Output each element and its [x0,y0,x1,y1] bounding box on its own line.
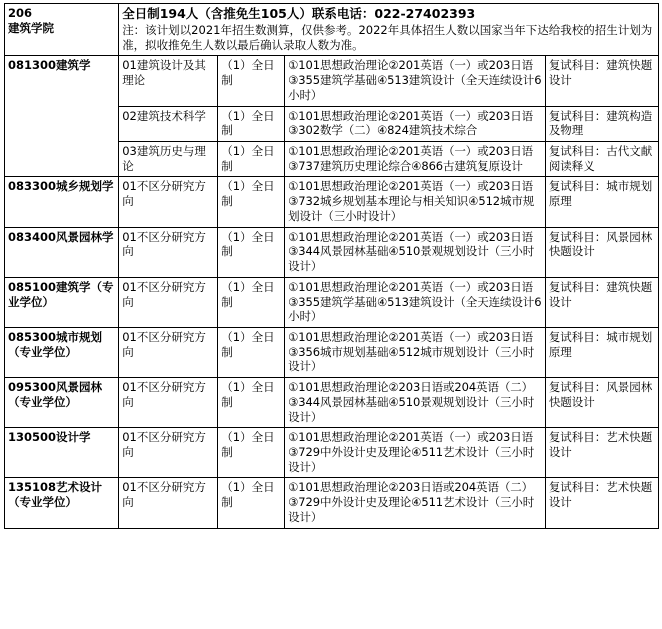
exam-cell: ①101思想政治理论②201英语（一）或203日语③355建筑学基础④513建筑设计（全天连续设计6小时） [285,277,546,327]
exam-cell: ①101思想政治理论②201英语（一）或203日语③355建筑学基础④513建筑设计（全天连续设计6小时） [285,56,546,106]
table-row [5,227,659,277]
direction-cell: 01不区分研究方向 [119,227,218,277]
table-row [5,56,659,106]
exam-cell: ①101思想政治理论②203日语或204英语（二）③344风景园林基础④510景观规划设计（三小时设计） [285,378,546,428]
exam-cell: ①101思想政治理论②201英语（一）或203日语③729中外设计史及理论④511艺术设计（三小时设计） [285,428,546,478]
mode-cell: （1）全日制 [218,142,285,177]
direction-cell: 01不区分研究方向 [119,378,218,428]
major-cell: 095300风景园林（专业学位） [5,378,119,428]
exam-cell: ①101思想政治理论②201英语（一）或203日语③302数学（二）④824建筑技术综合 [285,106,546,141]
plan-title: 全日制194人（含推免生105人）联系电话：022-27402393 [122,6,476,21]
plan-note: 注：该计划以2021年招生数测算，仅供参考。2022年具体招生人数以国家当年下达给我校的招生计划为准，拟收推免生人数以最后确认录取人数为准。 [122,23,653,52]
department-code: 206 [8,6,33,20]
exam-cell: ①101思想政治理论②201英语（一）或203日语③737建筑历史理论综合④866古建筑复原设计 [285,142,546,177]
table-row [5,428,659,478]
major-cell: 085300城市规划（专业学位） [5,327,119,377]
mode-cell: （1）全日制 [218,56,285,106]
major-cell: 130500设计学 [5,428,119,478]
direction-cell: 02建筑技术科学 [119,106,218,141]
retest-cell: 复试科目：艺术快题设计 [545,478,658,528]
mode-cell: （1）全日制 [218,106,285,141]
exam-cell: ①101思想政治理论②203日语或204英语（二）③729中外设计史及理论④511艺术设计（三小时设计） [285,478,546,528]
mode-cell: （1）全日制 [218,378,285,428]
mode-cell: （1）全日制 [218,177,285,227]
direction-cell: 01不区分研究方向 [119,277,218,327]
table-row [5,378,659,428]
document-page [0,3,662,629]
exam-cell: ①101思想政治理论②201英语（一）或203日语③356城市规划基础④512城市规划设计（三小时设计） [285,327,546,377]
table-header-row [5,4,659,56]
direction-cell: 01不区分研究方向 [119,428,218,478]
retest-cell: 复试科目：古代文献阅读释义 [545,142,658,177]
direction-cell: 01不区分研究方向 [119,177,218,227]
direction-cell: 03建筑历史与理论 [119,142,218,177]
mode-cell: （1）全日制 [218,428,285,478]
table-row [5,327,659,377]
department-name: 建筑学院 [8,20,54,35]
exam-cell: ①101思想政治理论②201英语（一）或203日语③732城乡规划基本理论与相关知识④512城市规划设计（三小时设计） [285,177,546,227]
table-row [5,277,659,327]
mode-cell: （1）全日制 [218,327,285,377]
mode-cell: （1）全日制 [218,227,285,277]
major-cell: 083300城乡规划学 [5,177,119,227]
retest-cell: 复试科目：建筑快题设计 [545,277,658,327]
retest-cell: 复试科目：建筑快题设计 [545,56,658,106]
table-row [5,177,659,227]
major-cell: 083400风景园林学 [5,227,119,277]
admissions-table [4,3,659,529]
direction-cell: 01建筑设计及其理论 [119,56,218,106]
retest-cell: 复试科目：风景园林快题设计 [545,378,658,428]
retest-cell: 复试科目：城市规划原理 [545,177,658,227]
major-cell: 085100建筑学（专业学位） [5,277,119,327]
table-row [5,478,659,528]
mode-cell: （1）全日制 [218,478,285,528]
direction-cell: 01不区分研究方向 [119,327,218,377]
plan-note-cell [119,4,659,56]
department-cell [5,4,119,56]
retest-cell: 复试科目：艺术快题设计 [545,428,658,478]
retest-cell: 复试科目：风景园林快题设计 [545,227,658,277]
retest-cell: 复试科目：建筑构造及物理 [545,106,658,141]
major-cell: 135108艺术设计（专业学位） [5,478,119,528]
exam-cell: ①101思想政治理论②201英语（一）或203日语③344风景园林基础④510景观规划设计（三小时设计） [285,227,546,277]
major-cell: 081300建筑学 [5,56,119,177]
mode-cell: （1）全日制 [218,277,285,327]
retest-cell: 复试科目：城市规划原理 [545,327,658,377]
direction-cell: 01不区分研究方向 [119,478,218,528]
